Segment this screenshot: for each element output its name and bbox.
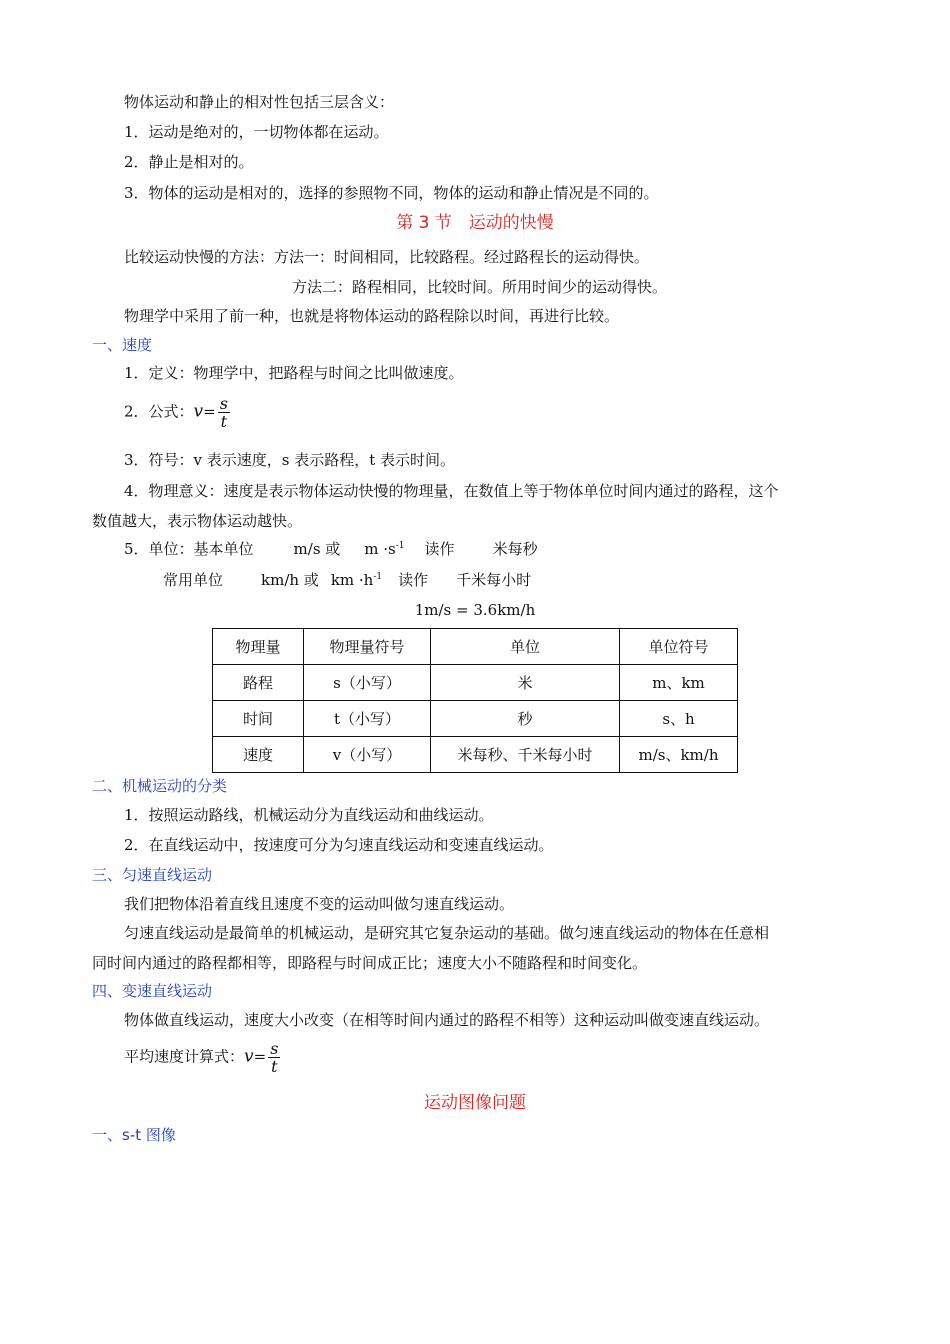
- relativity-item-2: 2．静止是相对的。: [124, 153, 254, 171]
- table-row: [213, 737, 738, 773]
- physics-method: 物理学中采用了前一种，也就是将物体运动的路程除以时间，再进行比较。: [124, 307, 620, 325]
- uniform-detail-2: 同时间内通过的路程都相等，即路程与时间成正比；速度大小不随路程和时间变化。: [92, 954, 648, 972]
- read-as-label-2: 读作: [398, 571, 429, 589]
- speed-formula: [124, 395, 230, 430]
- avg-formula-equals: =: [253, 1047, 267, 1066]
- classification-item-2: 2．在直线运动中，按速度可分为匀速直线运动和变速直线运动。: [124, 836, 554, 854]
- relativity-item-1: 1．运动是绝对的，一切物体都在运动。: [124, 123, 389, 141]
- avg-formula-fraction: [268, 1040, 280, 1075]
- table-cell: s（小写）: [304, 665, 431, 701]
- table-cell: 路程: [213, 665, 304, 701]
- method-two: 方法二：路程相同，比较时间。所用时间少的运动得快。: [292, 278, 668, 296]
- table-cell: t（小写）: [304, 701, 431, 737]
- formula-label: 2．公式：: [124, 402, 194, 421]
- table-cell: 时间: [213, 701, 304, 737]
- unit-common-kmh-alt: km ·h: [330, 571, 374, 589]
- unit-common-kmh: km/h 或: [261, 571, 319, 589]
- avg-formula-denominator: t: [271, 1057, 278, 1076]
- speed-symbols: 3．符号：v 表示速度，s 表示路程，t 表示时间。: [124, 451, 456, 469]
- graphs-title: 运动图像问题: [424, 1093, 526, 1113]
- table-cell: 米每秒、千米每小时: [431, 737, 620, 773]
- variable-heading: 四、变速直线运动: [92, 982, 213, 1000]
- formula-denominator: t: [220, 412, 228, 431]
- uniform-heading: 三、匀速直线运动: [92, 866, 213, 884]
- st-graph-heading: 一、s-t 图像: [92, 1126, 176, 1144]
- unit-basic-ms-alt: m ·s: [364, 540, 396, 558]
- unit-common-reading: 千米每小时: [456, 571, 532, 589]
- unit-common-exponent: -1: [373, 572, 383, 582]
- common-unit-label: 常用单位: [163, 571, 224, 589]
- unit-basic-reading: 米每秒: [492, 540, 538, 558]
- units-table: [212, 628, 738, 773]
- relativity-intro: 物体运动和静止的相对性包括三层含义：: [124, 93, 395, 111]
- classification-heading: 二、机械运动的分类: [92, 777, 228, 795]
- formula-v: v: [193, 401, 204, 422]
- section-title: 第 3 节 运动的快慢: [396, 213, 554, 233]
- avg-formula-v: v: [244, 1046, 254, 1067]
- speed-meaning-2: 数值越大，表示物体运动越快。: [92, 512, 303, 530]
- table-row: [213, 701, 738, 737]
- unit-basic-exponent: -1: [395, 541, 405, 551]
- compare-methods: 比较运动快慢的方法：方法一：时间相同，比较路程。经过路程长的运动得快。: [124, 248, 650, 266]
- table-cell: m、km: [620, 665, 738, 701]
- table-header-cell: 物理量: [213, 629, 304, 665]
- table-cell: 秒: [431, 701, 620, 737]
- unit-label: 5．单位：基本单位: [124, 540, 254, 558]
- variable-definition: 物体做直线运动，速度大小改变（在相等时间内通过的路程不相等）这种运动叫做变速直线运动。: [124, 1011, 770, 1029]
- unit-basic-ms: m/s 或: [293, 540, 341, 558]
- avg-formula-numerator: s: [270, 1039, 279, 1058]
- table-header-cell: 物理量符号: [304, 629, 431, 665]
- formula-numerator: s: [219, 394, 228, 413]
- average-speed-formula: [124, 1040, 280, 1075]
- table-header-row: [213, 629, 738, 665]
- unit-basic-line: [124, 539, 538, 559]
- table-cell: 米: [431, 665, 620, 701]
- speed-meaning-1: 4．物理意义：速度是表示物体运动快慢的物理量，在数值上等于物体单位时间内通过的路程，这个: [124, 482, 779, 500]
- unit-conversion: 1m/s = 3.6km/h: [414, 601, 536, 619]
- table-cell: s、h: [620, 701, 738, 737]
- formula-fraction: [218, 395, 230, 430]
- relativity-item-3: 3．物体的运动是相对的，选择的参照物不同，物体的运动和静止情况是不同的。: [124, 184, 659, 202]
- speed-definition: 1．定义：物理学中，把路程与时间之比叫做速度。: [124, 364, 464, 382]
- formula-equals: =: [203, 402, 216, 421]
- table-cell: m/s、km/h: [620, 737, 738, 773]
- uniform-detail-1: 匀速直线运动是最简单的机械运动，是研究其它复杂运动的基础。做匀速直线运动的物体在任意相: [124, 924, 770, 942]
- avg-formula-label: 平均速度计算式：: [124, 1047, 245, 1066]
- table-header-cell: 单位符号: [620, 629, 738, 665]
- table-header-cell: 单位: [431, 629, 620, 665]
- speed-heading: 一、速度: [92, 336, 153, 354]
- classification-item-1: 1．按照运动路线，机械运动分为直线运动和曲线运动。: [124, 806, 494, 824]
- read-as-label-1: 读作: [424, 540, 455, 558]
- table-cell: v（小写）: [304, 737, 431, 773]
- uniform-definition: 我们把物体沿着直线且速度不变的运动叫做匀速直线运动。: [124, 895, 515, 913]
- table-cell: 速度: [213, 737, 304, 773]
- table-row: [213, 665, 738, 701]
- unit-common-line: [163, 570, 531, 590]
